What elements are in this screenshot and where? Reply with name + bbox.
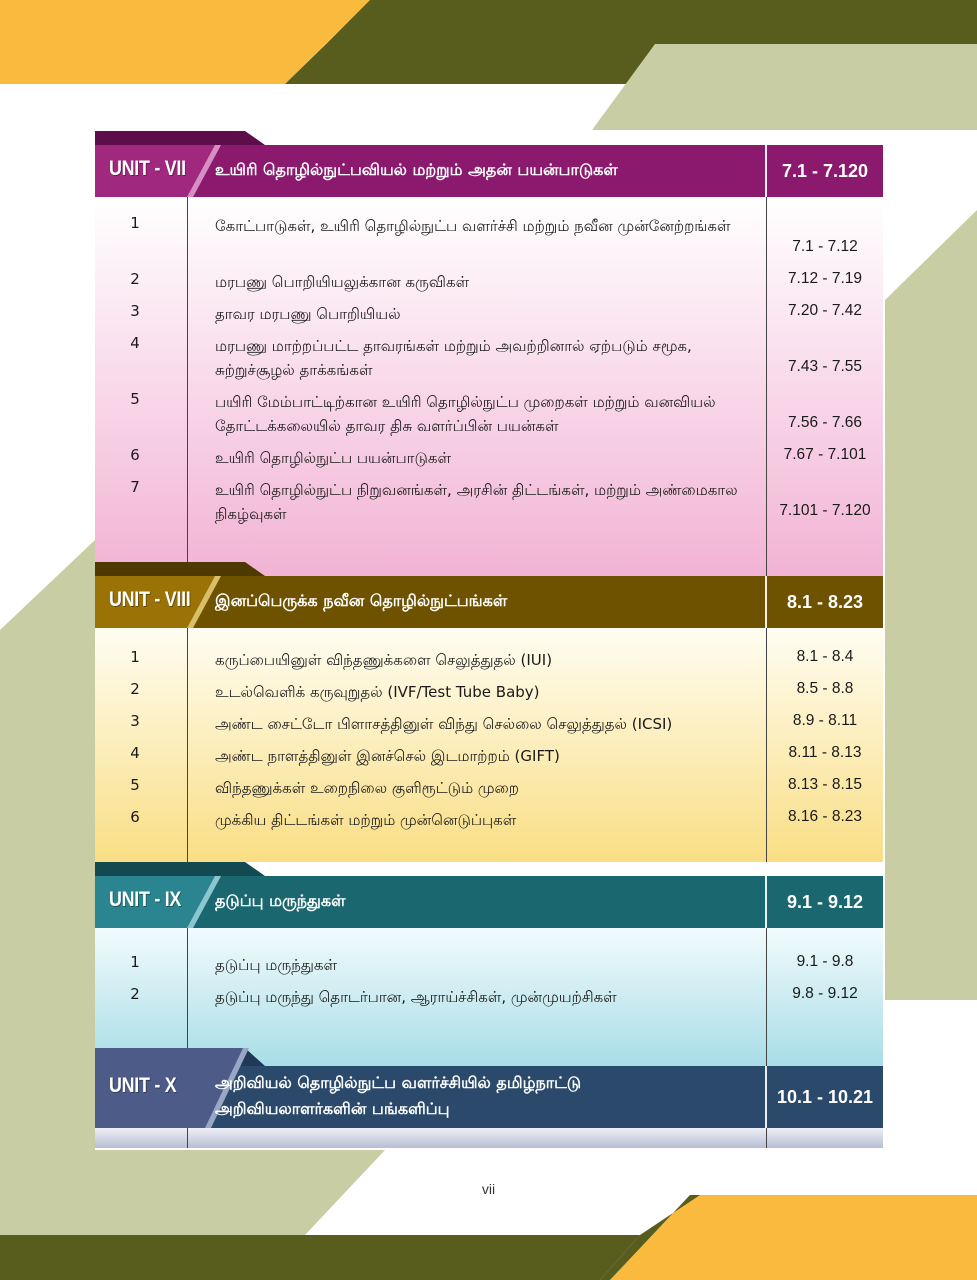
row-range: 7.1 - 7.12: [792, 238, 858, 255]
unit-10-label: UNIT - X: [109, 1074, 177, 1097]
row-range: 9.1 - 9.8: [796, 953, 854, 970]
row-topic: முக்கிய திட்டங்கள் மற்றும் முன்னெடுப்புகள்: [215, 811, 517, 829]
page-number: vii: [481, 1181, 496, 1197]
row-number: 4: [130, 744, 140, 762]
unit-9-header: [95, 876, 883, 928]
row-range: 7.67 - 7.101: [783, 446, 867, 463]
unit-8-title: இனப்பெருக்க நவீன தொழில்நுட்பங்கள்: [215, 591, 508, 610]
row-topic: அண்ட சைட்டோ பிளாசத்தினுள் விந்து செல்லை செலுத்துதல் (ICSI): [215, 715, 673, 733]
unit-8-section: [95, 562, 883, 862]
unit-7-section: [95, 131, 883, 576]
row-range: 7.12 - 7.19: [787, 270, 863, 287]
row-range: 8.11 - 8.13: [788, 744, 862, 761]
column-divider: [187, 928, 188, 1066]
unit-7-header: [95, 145, 883, 197]
row-range: 7.43 - 7.55: [787, 358, 863, 375]
row-topic: கோட்பாடுகள், உயிரி தொழில்நுட்ப வளர்ச்சி மற்றும் நவீன முன்னேற்றங்கள்: [215, 217, 731, 235]
row-range: 7.20 - 7.42: [787, 302, 863, 319]
row-number: 6: [130, 446, 140, 464]
unit-10-range: 10.1 - 10.21: [776, 1086, 874, 1107]
row-number: 2: [130, 270, 140, 288]
row-number: 4: [130, 334, 140, 352]
row-number: 6: [130, 808, 140, 826]
row-topic: மரபணு பொறியியலுக்கான கருவிகள்: [215, 273, 470, 291]
row-range: 8.13 - 8.15: [787, 776, 863, 793]
row-topic: கருப்பையினுள் விந்தணுக்களை செலுத்துதல் (IUI): [215, 651, 553, 669]
row-number: 3: [130, 712, 140, 730]
row-range: 8.1 - 8.4: [796, 648, 854, 665]
row-range: 9.8 - 9.12: [792, 985, 858, 1002]
row-topic: தடுப்பு மருந்து தொடர்பான, ஆராய்ச்சிகள், முன்முயற்சிகள்: [215, 988, 617, 1006]
row-topic: மரபணு மாற்றப்பட்ட தாவரங்கள் மற்றும் அவற்றினால் ஏற்படும் சமூக, சுற்றுச்சூழல் தாக்கங்கள்: [215, 337, 692, 379]
unit-7-label: UNIT - VII: [109, 157, 186, 180]
column-divider: [187, 197, 188, 576]
row-topic: உடல்வெளிக் கருவுறுதல் (IVF/Test Tube Baby): [215, 683, 540, 701]
row-number: 1: [130, 953, 140, 971]
column-divider: [187, 1128, 188, 1148]
column-divider: [766, 1128, 767, 1148]
unit-10-section: [95, 1048, 883, 1148]
row-topic: அண்ட நாளத்தினுள் இனச்செல் இடமாற்றம் (GIFT): [215, 747, 560, 765]
unit-9-label: UNIT - IX: [109, 888, 182, 911]
row-number: 1: [130, 214, 140, 232]
unit-7-title: உயிரி தொழில்நுட்பவியல் மற்றும் அதன் பயன்பாடுகள்: [215, 160, 618, 179]
unit-8-label: UNIT - VIII: [109, 588, 191, 611]
row-number: 7: [130, 478, 140, 496]
row-topic: உயிரி தொழில்நுட்ப நிறுவனங்கள், அரசின் திட்டங்கள், மற்றும் அண்மைகால நிகழ்வுகள்: [215, 481, 738, 523]
row-range: 7.56 - 7.66: [787, 414, 863, 431]
unit-7-range: 7.1 - 7.120: [781, 160, 869, 181]
row-topic: தடுப்பு மருந்துகள்: [215, 956, 337, 974]
row-range: 8.5 - 8.8: [796, 680, 854, 697]
row-topic: பயிரி மேம்பாட்டிற்கான உயிரி தொழில்நுட்ப முறைகள் மற்றும் வனவியல் தோட்டக்கலையில் தாவர திசு வளர்ப்பின் பயன்கள்: [215, 393, 716, 435]
unit-9-range: 9.1 - 9.12: [786, 891, 864, 912]
unit-8-header: [95, 576, 883, 628]
unit-9-title: தடுப்பு மருந்துகள்: [215, 891, 346, 910]
row-topic: உயிரி தொழில்நுட்ப பயன்பாடுகள்: [215, 449, 451, 467]
row-topic: விந்தணுக்கள் உறைநிலை குளிரூட்டும் முறை: [215, 779, 519, 797]
unit-10-title: அறிவியல் தொழில்நுட்ப வளர்ச்சியில் தமிழ்நாட்டு அறிவியலாளர்களின் பங்களிப்பு: [215, 1073, 582, 1118]
row-number: 1: [130, 648, 140, 666]
row-range: 8.16 - 8.23: [787, 808, 863, 825]
unit-9-section: [95, 862, 883, 1066]
row-number: 3: [130, 302, 140, 320]
column-divider: [187, 628, 188, 862]
row-number: 2: [130, 985, 140, 1003]
row-range: 7.101 - 7.120: [779, 502, 871, 519]
unit-10-header: [95, 1066, 883, 1128]
row-range: 8.9 - 8.11: [792, 712, 858, 729]
unit-8-range: 8.1 - 8.23: [786, 591, 864, 612]
row-topic: தாவர மரபணு பொறியியல்: [215, 305, 401, 323]
row-number: 2: [130, 680, 140, 698]
row-number: 5: [130, 776, 140, 794]
row-number: 5: [130, 390, 140, 408]
